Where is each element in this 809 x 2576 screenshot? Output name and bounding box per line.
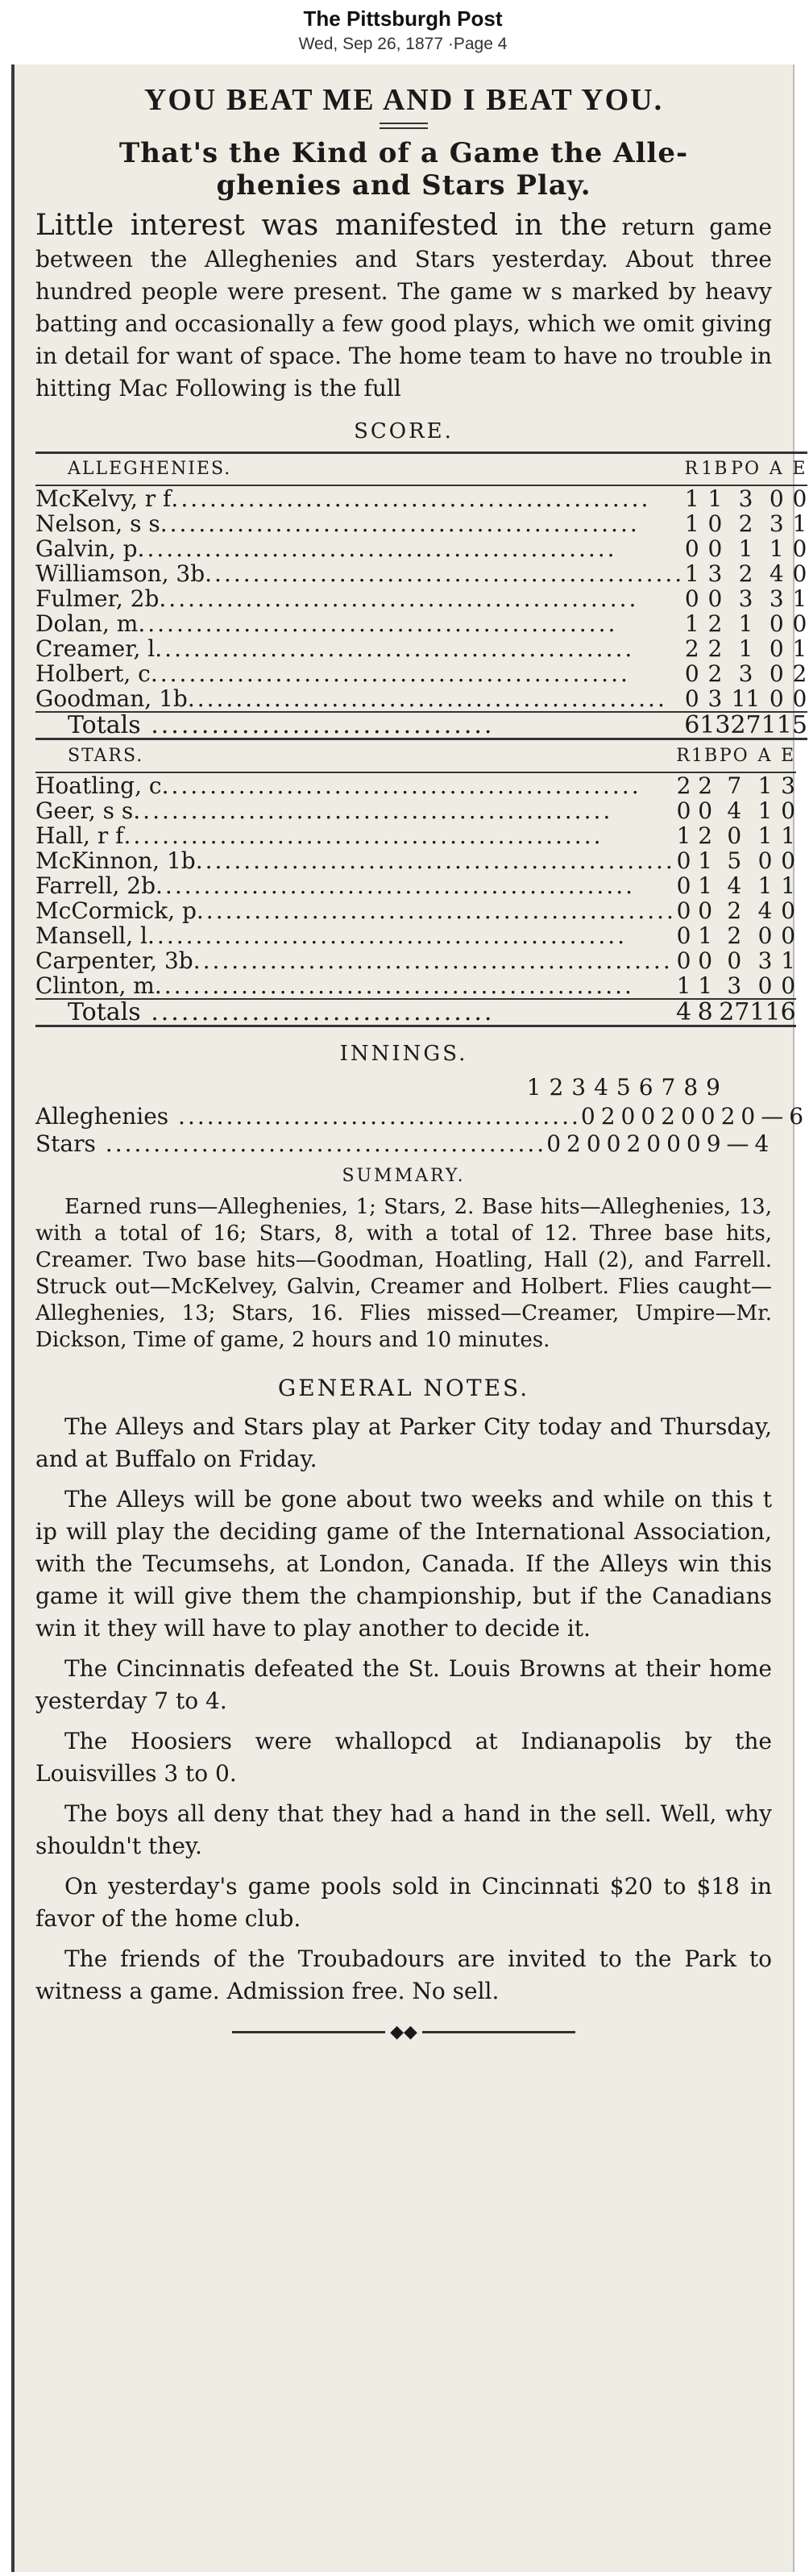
player-row: Farrell, 2b.................................................. 0 1 4 1 1 <box>35 872 796 899</box>
totals-r: 4 <box>675 997 692 1026</box>
stat-r: 0 <box>676 847 691 874</box>
stat-po: 3 <box>727 972 742 999</box>
innings-team: Alleghenies <box>35 1102 169 1130</box>
player-name: McKinnon, 1b <box>35 847 196 874</box>
stat-e: 0 <box>781 797 796 824</box>
player-name: McCormick, p <box>35 897 197 924</box>
stat-a: 1 <box>757 797 773 824</box>
stat-r: 0 <box>684 685 699 712</box>
stat-b: 1 <box>698 972 713 999</box>
stat-a: 3 <box>769 585 784 612</box>
player-row: McCormick, p.................................................. 0 0 2 4 0 <box>35 897 796 924</box>
stat-po: 2 <box>727 897 742 924</box>
stat-e: 1 <box>792 635 807 662</box>
col-put-outs: PO <box>719 740 749 772</box>
player-name: McKelvy, r f <box>35 485 172 512</box>
totals-a: 11 <box>749 997 781 1026</box>
player-row: Goodman, 1b.................................................. 0 3 11 0 0 <box>35 685 807 712</box>
stars-box-score <box>35 740 796 1027</box>
stat-r: 0 <box>676 947 691 974</box>
stat-e: 1 <box>781 872 796 899</box>
stat-e: 0 <box>792 485 807 512</box>
stat-po: 3 <box>738 585 753 612</box>
stat-r: 1 <box>676 822 691 849</box>
stat-b: 0 <box>698 897 713 924</box>
stat-b: 3 <box>707 560 723 587</box>
totals-label: Totals <box>68 710 141 739</box>
stat-b: 2 <box>698 822 713 849</box>
totals-1b: 13 <box>699 710 731 739</box>
stat-a: 3 <box>757 947 773 974</box>
alleghenies-box-score <box>35 452 807 740</box>
player-name: Fulmer, 2b <box>35 585 160 612</box>
stat-a: 0 <box>757 847 773 874</box>
stat-a: 1 <box>769 535 784 562</box>
stat-b: 1 <box>698 922 713 949</box>
stat-po: 4 <box>727 797 742 824</box>
stat-b: 2 <box>698 772 713 799</box>
lead-words: Little interest was manifested in the <box>35 209 608 242</box>
end-ornament-rule <box>35 2022 772 2042</box>
totals-po: 27 <box>719 997 750 1026</box>
stat-e: 2 <box>792 660 807 687</box>
note-paragraph: The friends of the Troubadours are invited to the Park to witness a game. Admission free. No sell. <box>35 1945 772 2004</box>
stat-b: 0 <box>698 947 713 974</box>
stat-b: 3 <box>707 685 723 712</box>
note-paragraph: The Alleys and Stars play at Parker City today and Thursday, and at Buffalo on Friday. <box>35 1413 772 1472</box>
stat-a: 1 <box>757 822 773 849</box>
player-row: Williamson, 3b.................................................. 1 3 2 4 0 <box>35 560 807 587</box>
col-first-base: 1B <box>691 740 719 772</box>
stat-b: 0 <box>698 797 713 824</box>
stat-po: 2 <box>738 510 753 537</box>
col-first-base: 1B <box>699 453 730 485</box>
player-row: Creamer, l.................................................. 2 2 1 0 1 <box>35 635 807 662</box>
intro-text: return game between the Alleghenies and Stars yesterday. About three hundred people were present. The game w s marked by heavy batting and occasionally a few good plays, which we omit giving in detail for want of space. The home team to have no trouble in hitting Mac Following is the full <box>35 214 772 402</box>
totals-r: 6 <box>684 710 700 739</box>
player-name: Clinton, m <box>35 972 155 999</box>
stat-a: 1 <box>757 772 773 799</box>
team-label: ALLEGHENIES. <box>35 453 684 485</box>
stat-r: 1 <box>684 510 699 537</box>
publication-title: The Pittsburgh Post <box>303 6 503 31</box>
stat-r: 2 <box>684 635 699 662</box>
stat-po: 7 <box>727 772 742 799</box>
innings-heading: INNINGS. <box>339 1041 468 1066</box>
innings-score: 020020020—6 <box>580 1102 809 1130</box>
stat-a: 0 <box>769 635 784 662</box>
player-name: Holbert, c <box>35 660 151 687</box>
stat-a: 3 <box>769 510 784 537</box>
stat-po: 1 <box>738 535 753 562</box>
player-row: Geer, s s.................................................. 0 0 4 1 0 <box>35 797 796 824</box>
stat-po: 3 <box>738 660 753 687</box>
stat-e: 0 <box>792 685 807 712</box>
stat-b: 1 <box>698 847 713 874</box>
player-row: Dolan, m.................................................. 1 2 1 0 0 <box>35 610 807 637</box>
stat-e: 0 <box>781 847 796 874</box>
stat-e: 0 <box>792 535 807 562</box>
stat-b: 1 <box>698 872 713 899</box>
general-notes-heading: GENERAL NOTES. <box>277 1374 530 1401</box>
player-name: Hall, r f <box>35 822 124 849</box>
stat-a: 0 <box>757 972 773 999</box>
alleghenies-header-row <box>35 453 807 485</box>
stat-r: 0 <box>676 872 691 899</box>
col-assists: A <box>749 740 780 772</box>
stat-r: 0 <box>676 897 691 924</box>
stat-r: 0 <box>684 585 699 612</box>
stat-r: 0 <box>676 922 691 949</box>
stat-po: 2 <box>727 922 742 949</box>
player-row: McKelvy, r f.................................................. 1 1 3 0 0 <box>35 485 807 512</box>
stat-po: 0 <box>727 947 742 974</box>
totals-1b: 8 <box>691 999 719 1026</box>
player-name: Farrell, 2b <box>35 872 156 899</box>
stat-r: 2 <box>676 772 691 799</box>
inning-numbers: 123456789 <box>526 1073 728 1101</box>
stat-a: 4 <box>757 897 773 924</box>
stat-e: 1 <box>792 585 807 612</box>
stat-po: 5 <box>727 847 742 874</box>
headline-rule <box>380 123 428 129</box>
subhead-line-2: ghenies and Stars Play. <box>216 169 591 202</box>
team-label: STARS. <box>35 740 676 772</box>
innings-table <box>35 1073 809 1158</box>
note-paragraph: The Alleys will be gone about two weeks and while on this t ip will play the deciding game of the International Association, with the Tecumsehs, at London, Canada. If the Alleys win this game it will give them the championship, but if the Canadians win it they will have to play another to decide it. <box>35 1485 772 1642</box>
player-name: Galvin, p <box>35 535 138 562</box>
totals-e: 5 <box>791 710 807 739</box>
stat-b: 2 <box>707 635 723 662</box>
player-name: Goodman, 1b <box>35 685 188 712</box>
headline: YOU BEAT ME AND I BEAT YOU. <box>143 83 664 117</box>
stat-po: 0 <box>727 822 742 849</box>
totals-e: 6 <box>780 997 796 1026</box>
col-put-outs: PO <box>730 453 761 485</box>
player-name: Nelson, s s <box>35 510 160 537</box>
stat-e: 3 <box>781 772 796 799</box>
stat-po: 1 <box>738 610 753 637</box>
note-paragraph: The boys all deny that they had a hand in the sell. Well, why shouldn't they. <box>35 1800 772 1859</box>
intro-paragraph <box>35 208 772 405</box>
col-errors: E <box>792 453 807 485</box>
alleghenies-totals-row: Totals .................................. 6 13 27 11 5 <box>35 712 807 739</box>
stat-e: 1 <box>792 510 807 537</box>
stat-po: 1 <box>738 635 753 662</box>
note-paragraph: On yesterday's game pools sold in Cincinnati $20 to $18 in favor of the home club. <box>35 1872 772 1932</box>
player-name: Williamson, 3b <box>35 560 205 587</box>
player-row: Mansell, l.................................................. 0 1 2 0 0 <box>35 922 796 949</box>
stat-po: 3 <box>738 485 753 512</box>
stat-a: 4 <box>769 560 784 587</box>
masthead <box>0 0 806 63</box>
player-name: Hoatling, c <box>35 772 162 799</box>
col-assists: A <box>761 453 792 485</box>
player-name: Geer, s s <box>35 797 134 824</box>
stat-r: 0 <box>684 660 699 687</box>
stat-a: 0 <box>769 685 784 712</box>
note-paragraph: The Cincinnatis defeated the St. Louis Browns at their home yesterday 7 to 4. <box>35 1654 772 1714</box>
player-row: McKinnon, 1b.................................................. 0 1 5 0 0 <box>35 847 796 874</box>
ornament-icon: ◆◆ <box>390 2021 417 2042</box>
stat-b: 2 <box>707 660 723 687</box>
stars-totals-row: Totals .................................. 4 8 27 11 6 <box>35 999 796 1026</box>
innings-row-stars: Stars .............................................. 020020009—4 <box>35 1130 775 1157</box>
stat-b: 0 <box>707 585 723 612</box>
summary-text: Earned runs—Alleghenies, 1; Stars, 2. Base hits—Alleghenies, 13, with a total of 16; Stars, 8, with a total of 12. Three base hits, Creamer. Two base hits—Goodman, Hoatling, Hall (2), and Farrell. Struck out—McKelvey, Galvin, Creamer and Holbert. Flies caught—Alleghenies, 13; Stars, 16. Flies missed—Creamer, Umpire—Mr. Dickson, Time of game, 2 hours and 10 minutes. <box>35 1194 772 1352</box>
stat-r: 1 <box>676 972 691 999</box>
dateline: Wed, Sep 26, 1877 ·Page 4 <box>298 35 508 53</box>
player-row: Clinton, m.................................................. 1 1 3 0 0 <box>35 972 796 999</box>
player-name: Carpenter, 3b <box>35 947 193 974</box>
stat-e: 1 <box>781 947 796 974</box>
newspaper-clipping <box>11 65 809 2572</box>
col-runs: R <box>684 453 699 485</box>
player-name: Creamer, l <box>35 635 156 662</box>
subhead-line-1: That's the Kind of a Game the Alle- <box>118 137 689 169</box>
player-name: Dolan, m <box>35 610 139 637</box>
player-row: Hoatling, c.................................................. 2 2 7 1 3 <box>35 772 796 799</box>
stat-e: 0 <box>792 610 807 637</box>
stat-b: 0 <box>707 535 723 562</box>
col-runs: R <box>676 740 691 772</box>
stars-header-row <box>35 740 796 772</box>
score-heading: SCORE. <box>354 419 454 443</box>
stat-r: 0 <box>676 797 691 824</box>
player-row: Carpenter, 3b.................................................. 0 0 0 3 1 <box>35 947 796 974</box>
stat-b: 0 <box>707 510 723 537</box>
note-paragraph: The Hoosiers were whallopcd at Indianapolis by the Louisvilles 3 to 0. <box>35 1727 772 1787</box>
stat-e: 1 <box>781 822 796 849</box>
stat-a: 0 <box>769 610 784 637</box>
stat-e: 0 <box>781 897 796 924</box>
stat-a: 1 <box>757 872 773 899</box>
summary-heading: SUMMARY. <box>342 1165 466 1186</box>
stat-e: 0 <box>781 922 796 949</box>
stat-r: 1 <box>684 560 699 587</box>
stat-b: 2 <box>707 610 723 637</box>
stat-e: 0 <box>781 972 796 999</box>
stat-a: 0 <box>769 485 784 512</box>
stat-e: 0 <box>792 560 807 587</box>
player-row: Fulmer, 2b.................................................. 0 0 3 3 1 <box>35 585 807 612</box>
stat-po: 4 <box>727 872 742 899</box>
stat-r: 1 <box>684 485 699 512</box>
stat-r: 0 <box>684 535 699 562</box>
totals-label: Totals <box>68 997 141 1026</box>
innings-row-alleghenies: Alleghenies .......................................... 020020020—6 <box>35 1102 809 1130</box>
player-name: Mansell, l <box>35 922 148 949</box>
innings-team: Stars <box>35 1130 96 1157</box>
stat-po: 11 <box>731 685 761 712</box>
stat-a: 0 <box>769 660 784 687</box>
stat-r: 1 <box>684 610 699 637</box>
totals-po: 27 <box>730 710 761 739</box>
player-row: Holbert, c.................................................. 0 2 3 0 2 <box>35 660 807 687</box>
player-row: Galvin, p.................................................. 0 0 1 1 0 <box>35 535 807 562</box>
totals-a: 11 <box>761 710 792 739</box>
stat-po: 2 <box>738 560 753 587</box>
player-row: Hall, r f.................................................. 1 2 0 1 1 <box>35 822 796 849</box>
col-errors: E <box>781 740 796 772</box>
innings-score: 020020009—4 <box>546 1130 775 1157</box>
subhead <box>35 137 772 202</box>
player-row: Nelson, s s.................................................. 1 0 2 3 1 <box>35 510 807 537</box>
stat-a: 0 <box>757 922 773 949</box>
stat-b: 1 <box>707 485 723 512</box>
